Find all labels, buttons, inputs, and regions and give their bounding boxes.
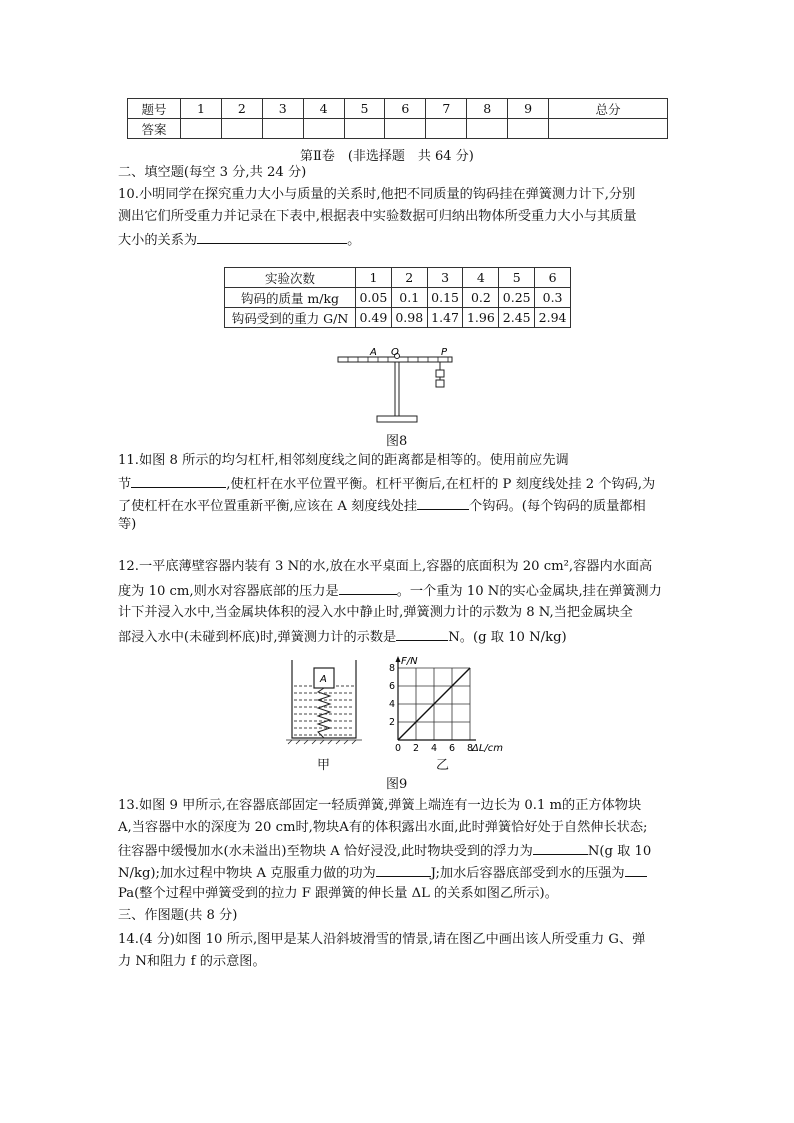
x-tick-label: 6 bbox=[449, 743, 456, 754]
hook-weight-1 bbox=[436, 370, 444, 377]
row-label: 钩码受到的重力 G/N bbox=[225, 308, 356, 328]
answer-table-answer-row bbox=[128, 119, 668, 139]
y-tick-label: 4 bbox=[389, 699, 396, 710]
q14-line1: 14.(4 分)如图 10 所示,图甲是某人沿斜坡滑雪的情景,请在图乙中画出该人所受重力 G、弹 bbox=[118, 932, 646, 947]
q13-line4 bbox=[118, 862, 647, 884]
number-cell: 8 bbox=[467, 99, 508, 119]
answer-cell[interactable] bbox=[181, 119, 222, 139]
q10-line3 bbox=[118, 229, 360, 251]
number-cell: 5 bbox=[344, 99, 385, 119]
q10-line3-end: 。 bbox=[347, 233, 361, 248]
total-label-cell: 总分 bbox=[549, 99, 668, 119]
label-p: P bbox=[441, 347, 448, 358]
data-row-trials bbox=[225, 268, 571, 288]
data-cell: 0.15 bbox=[427, 288, 463, 308]
answer-table-header-row bbox=[128, 99, 668, 119]
data-cell: 2.45 bbox=[499, 308, 535, 328]
number-cell: 1 bbox=[181, 99, 222, 119]
q11-line2-end: ,使杠杆在水平位置平衡。杠杆平衡后,在杠杆的 P 刻度线处挂 2 个钩码,为 bbox=[226, 477, 656, 492]
q13-line2: A,当容器中水的深度为 20 cm时,物块A有的体积露出水面,此时弹簧恰好处于自然伸长状态; bbox=[118, 820, 648, 835]
label-a: A bbox=[370, 347, 377, 358]
data-cell: 1.96 bbox=[463, 308, 499, 328]
part2-heading: 二、填空题(每空 3 分,共 24 分) bbox=[118, 165, 307, 180]
figure9-sublabel-left: 甲 bbox=[317, 758, 331, 773]
q13-blank-2[interactable] bbox=[376, 862, 431, 877]
row-label: 钩码的质量 m/kg bbox=[225, 288, 356, 308]
total-score-cell[interactable] bbox=[549, 119, 668, 139]
data-cell: 6 bbox=[535, 268, 571, 288]
data-cell: 4 bbox=[463, 268, 499, 288]
q13-line5: Pa(整个过程中弹簧受到的拉力 F 跟弹簧的伸长量 ΔL 的关系如图乙所示)。 bbox=[118, 886, 558, 901]
label-block-a: A bbox=[320, 674, 327, 685]
x-tick-label: 0 bbox=[395, 743, 402, 754]
y-tick-label: 6 bbox=[389, 681, 396, 692]
graph-axes bbox=[396, 656, 477, 740]
q10-line2: 测出它们所受重力并记录在下表中,根据表中实验数据可归纳出物体所受重力大小与其质量 bbox=[118, 209, 637, 224]
q14-line2: 力 N和阻力 f 的示意图。 bbox=[118, 954, 266, 969]
answer-cell[interactable] bbox=[385, 119, 426, 139]
q11-line3-text: 了使杠杆在水平位置重新平衡,应该在 A 刻度线处挂 bbox=[118, 499, 418, 514]
q12-line4-end: N。(g 取 10 N/kg) bbox=[448, 630, 567, 645]
answer-cell[interactable] bbox=[344, 119, 385, 139]
lever-base bbox=[377, 416, 417, 422]
number-cell: 9 bbox=[508, 99, 549, 119]
y-axis-arrow bbox=[396, 656, 401, 662]
q13-blank-3[interactable] bbox=[625, 862, 647, 877]
answer-cell[interactable] bbox=[426, 119, 467, 139]
answer-cell[interactable] bbox=[467, 119, 508, 139]
graph-x-axis-label: ΔL/cm bbox=[472, 743, 504, 754]
graph-y-axis-label: F/N bbox=[401, 656, 418, 667]
lever-stand bbox=[395, 362, 399, 418]
figure9-container bbox=[284, 656, 364, 746]
data-cell: 0.49 bbox=[356, 308, 392, 328]
data-cell: 5 bbox=[499, 268, 535, 288]
data-cell: 0.98 bbox=[391, 308, 427, 328]
q12-blank-2[interactable] bbox=[396, 626, 448, 641]
q13-line1: 13.如图 9 甲所示,在容器底部固定一轻质弹簧,弹簧上端连有一边长为 0.1 m的正方体物块 bbox=[118, 798, 642, 813]
data-cell: 2.94 bbox=[535, 308, 571, 328]
answer-table bbox=[127, 98, 668, 139]
row-label: 实验次数 bbox=[225, 268, 356, 288]
number-cell: 2 bbox=[221, 99, 262, 119]
q12-blank-1[interactable] bbox=[339, 580, 397, 595]
q11-line1: 11.如图 8 所示的均匀杠杆,相邻刻度线之间的距离都是相等的。使用前应先调 bbox=[118, 453, 569, 468]
q13-line3-text: 往容器中缓慢加水(水未溢出)至物块 A 恰好浸没,此时物块受到的浮力为 bbox=[118, 844, 533, 859]
spring bbox=[318, 688, 330, 738]
answer-cell[interactable] bbox=[508, 119, 549, 139]
data-cell: 2 bbox=[391, 268, 427, 288]
x-tick-label: 2 bbox=[413, 743, 420, 754]
q12-line1: 12.一平底薄壁容器内装有 3 N的水,放在水平桌面上,容器的底面积为 20 cm²,容器内水面高 bbox=[118, 559, 653, 574]
q12-line4-text: 部浸入水中(未碰到杯底)时,弹簧测力计的示数是 bbox=[118, 630, 397, 645]
q11-line2 bbox=[118, 473, 655, 495]
q11-line4: 等) bbox=[118, 517, 137, 532]
label-o: O bbox=[391, 347, 399, 358]
q12-line2-text: 度为 10 cm,则水对容器底部的压力是 bbox=[118, 584, 339, 599]
q12-line2-end: 。一个重为 10 N的实心金属块,挂在弹簧测力 bbox=[396, 584, 662, 599]
q13-line4-text: N/kg);加水过程中物块 A 克服重力做的功为 bbox=[118, 866, 376, 881]
q12-line3: 计下并浸入水中,当金属块体积的浸入水中静止时,弹簧测力计的示数为 8 N,当把金属块全 bbox=[118, 605, 633, 620]
number-cell: 6 bbox=[385, 99, 426, 119]
q11-blank-2[interactable] bbox=[417, 495, 469, 510]
x-tick-label: 4 bbox=[431, 743, 438, 754]
data-row-mass bbox=[225, 288, 571, 308]
data-cell: 1 bbox=[356, 268, 392, 288]
q10-answer-blank[interactable] bbox=[197, 229, 347, 244]
y-tick-label: 8 bbox=[389, 663, 396, 674]
header-label-cell: 题号 bbox=[128, 99, 181, 119]
figure8-lever bbox=[330, 346, 460, 428]
number-cell: 3 bbox=[262, 99, 303, 119]
answer-cell[interactable] bbox=[221, 119, 262, 139]
q13-line3 bbox=[118, 840, 651, 862]
figure9-caption: 图9 bbox=[386, 777, 408, 792]
q13-line4-end: J;加水后容器底部受到水的压强为 bbox=[430, 866, 625, 881]
figure9-sublabel-right: 乙 bbox=[436, 758, 450, 773]
data-cell: 0.25 bbox=[499, 288, 535, 308]
q13-blank-1[interactable] bbox=[533, 840, 588, 855]
data-cell: 0.05 bbox=[356, 288, 392, 308]
data-table bbox=[224, 267, 571, 328]
q10-line1: 10.小明同学在探究重力大小与质量的关系时,他把不同质量的钩码挂在弹簧测力计下,分别 bbox=[118, 187, 636, 202]
y-tick-label: 2 bbox=[389, 717, 396, 728]
q10-line3-text: 大小的关系为 bbox=[118, 233, 198, 248]
q12-line2 bbox=[118, 580, 662, 602]
q13-line3-end: N(g 取 10 bbox=[587, 844, 652, 859]
number-cell: 7 bbox=[426, 99, 467, 119]
number-cell: 4 bbox=[303, 99, 344, 119]
answer-label-cell: 答案 bbox=[128, 119, 181, 139]
answer-cell[interactable] bbox=[303, 119, 344, 139]
hook-weight-2 bbox=[436, 380, 444, 387]
q11-blank-1[interactable] bbox=[131, 473, 226, 488]
x-tick-label: 8 bbox=[467, 743, 474, 754]
q11-line2-text: 节 bbox=[118, 477, 132, 492]
ground-hatch bbox=[286, 740, 362, 744]
data-cell: 0.3 bbox=[535, 288, 571, 308]
answer-cell[interactable] bbox=[262, 119, 303, 139]
data-row-gravity bbox=[225, 308, 571, 328]
part3-heading: 三、作图题(共 8 分) bbox=[118, 908, 238, 923]
figure8-caption: 图8 bbox=[386, 434, 408, 449]
q12-line4 bbox=[118, 626, 567, 648]
q11-line3-end: 个钩码。(每个钩码的质量都相 bbox=[469, 499, 646, 514]
figure9-graph bbox=[378, 652, 504, 754]
q11-line3 bbox=[118, 495, 646, 517]
data-cell: 0.1 bbox=[391, 288, 427, 308]
data-cell: 1.47 bbox=[427, 308, 463, 328]
data-cell: 0.2 bbox=[463, 288, 499, 308]
section-title: 第Ⅱ卷 (非选择题 共 64 分) bbox=[300, 149, 474, 164]
data-cell: 3 bbox=[427, 268, 463, 288]
